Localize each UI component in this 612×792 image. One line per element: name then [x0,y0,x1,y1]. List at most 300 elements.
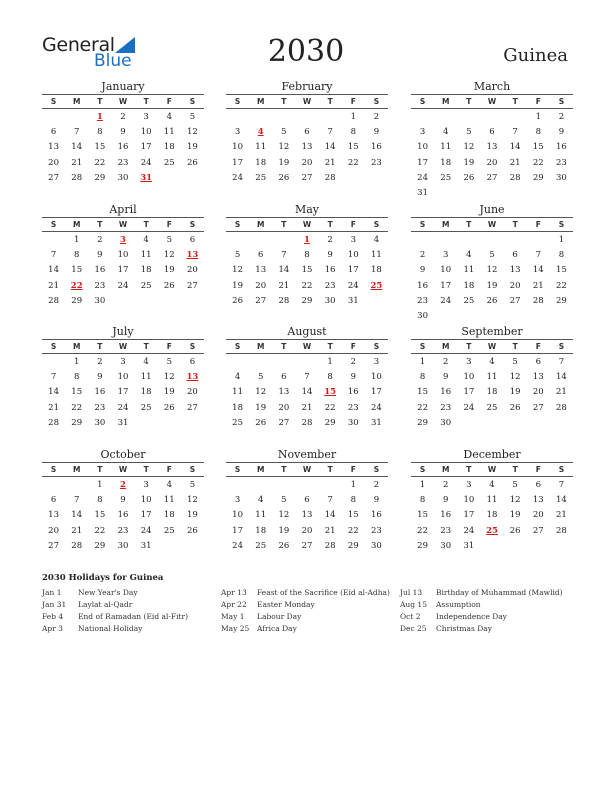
day-cell: 24 [371,402,382,413]
empty-cell [295,355,318,370]
day-cell: 4 [258,495,264,506]
weekday-header: F [535,465,541,474]
day-cell: 11 [140,250,152,261]
day-cell: 12 [255,387,267,398]
weekday-header: T [327,97,333,106]
day-cell: 24 [232,172,243,183]
day-cell: 1 [327,357,333,367]
day-cell: 26 [278,172,290,183]
weekday-header: T [97,465,103,474]
day-cell: 20 [509,280,521,291]
empty-cell [42,110,65,125]
day-cell: 28 [324,540,336,551]
day-cell: 2 [97,235,103,245]
day-cell: 16 [117,510,129,521]
day-cell: 4 [143,357,149,367]
day-cell: 29 [71,417,83,428]
day-cell: 7 [74,127,80,138]
month-name: December [463,448,521,461]
day-cell: 30 [324,295,336,306]
weekday-header: F [535,97,541,106]
day-cell: 28 [532,295,544,306]
empty-cell [65,110,88,125]
day-cell: 24 [347,280,359,291]
day-cell: 21 [509,157,521,168]
day-cell: 10 [232,142,243,153]
day-cell: 24 [140,157,152,168]
weekday-header: S [419,465,426,474]
day-cell: 6 [258,250,264,261]
day-cell: 10 [463,372,475,383]
day-cell: 19 [187,510,198,521]
day-cell: 2 [350,357,356,367]
day-cell: 9 [443,495,449,506]
day-cell: 25 [140,280,152,291]
day-cell: 12 [187,127,198,138]
empty-cell [480,233,503,248]
day-cell: 9 [97,372,103,383]
day-cell: 27 [486,172,498,183]
day-cell: 6 [50,495,57,506]
day-grid [42,233,204,309]
holiday-name: New Year's Day [78,588,138,597]
weekday-header: S [189,465,196,474]
day-cell: 5 [512,480,518,490]
month-name: July [112,325,134,338]
day-cell: 8 [419,495,426,506]
day-cell: 19 [509,510,521,521]
day-cell: 4 [489,357,495,367]
holiday-column [400,587,570,635]
month-name: April [109,203,137,216]
day-cell: 3 [120,357,126,367]
holiday-item [221,599,391,611]
day-cell: 30 [440,417,452,428]
day-cell: 21 [324,525,336,536]
country-name: Guinea [503,45,568,66]
holiday-date: Oct 2 [400,612,421,621]
day-cell: 10 [117,250,129,261]
weekday-header-row [42,217,204,232]
weekday-header: F [350,220,356,229]
day-cell: 28 [301,417,313,428]
holiday-item [400,599,570,611]
day-cell: 22 [532,157,544,168]
month-october [42,447,204,554]
day-cell: 4 [489,480,495,490]
month-name: November [277,448,337,461]
day-cell: 16 [371,142,382,153]
day-cell: 28 [324,172,336,183]
weekday-header: W [118,97,128,106]
weekday-header: M [256,342,265,351]
day-cell: 1 [535,112,541,122]
holiday-column [42,587,212,635]
holiday-date: Dec 25 [400,624,427,633]
holiday-day-cell: 1 [304,235,310,245]
day-cell: 12 [509,495,521,506]
weekday-header: F [166,220,172,229]
empty-cell [249,355,272,370]
empty-cell [42,233,65,248]
weekday-header: T [97,220,103,229]
day-cell: 19 [163,265,175,276]
month-july [42,324,204,431]
weekday-header: S [419,220,426,229]
day-cell: 8 [419,372,426,383]
day-cell: 20 [255,280,267,291]
day-cell: 2 [373,112,380,122]
empty-cell [249,233,272,248]
weekday-header: S [50,220,57,229]
day-cell: 18 [463,280,475,291]
day-cell: 10 [417,142,428,153]
day-cell: 30 [117,540,129,551]
day-cell: 9 [558,127,565,138]
logo-text-general: General [42,34,115,56]
month-name: August [287,325,327,338]
holiday-item [42,587,212,599]
weekday-header: W [302,465,312,474]
day-cell: 11 [371,250,382,261]
day-cell: 25 [232,417,243,428]
day-cell: 16 [94,387,106,398]
day-cell: 12 [486,265,498,276]
empty-cell [457,110,480,125]
holiday-day-cell: 25 [370,280,383,291]
day-cell: 2 [558,112,565,122]
weekday-header: W [118,342,128,351]
month-name: October [100,448,146,461]
day-cell: 27 [509,295,521,306]
day-cell: 20 [301,157,313,168]
month-september [411,324,573,431]
day-cell: 2 [443,480,449,490]
weekday-header: W [118,465,128,474]
day-cell: 9 [120,495,126,506]
day-cell: 7 [512,127,518,138]
day-cell: 18 [486,387,498,398]
day-cell: 29 [94,540,106,551]
weekday-header: W [487,220,497,229]
weekday-header: F [535,220,541,229]
day-cell: 13 [486,142,498,153]
day-cell: 4 [234,372,241,383]
month-april [42,202,204,309]
holiday-item [42,611,212,623]
day-cell: 7 [74,495,80,506]
day-cell: 1 [350,480,356,490]
day-cell: 29 [324,417,336,428]
day-cell: 20 [532,510,544,521]
empty-cell [319,478,342,493]
holiday-day-cell: 13 [186,250,199,261]
day-cell: 7 [558,357,565,367]
day-cell: 20 [48,525,59,536]
day-cell: 25 [163,157,175,168]
day-cell: 18 [163,510,175,521]
holiday-day-cell: 13 [186,372,199,383]
weekday-header: S [419,342,426,351]
empty-cell [272,355,295,370]
weekday-header-row [226,94,388,109]
day-cell: 14 [509,142,521,153]
day-cell: 29 [94,172,106,183]
day-cell: 19 [278,157,290,168]
day-cell: 30 [94,295,106,306]
weekday-header: F [166,465,172,474]
day-cell: 5 [258,372,264,383]
day-cell: 14 [301,387,313,398]
weekday-header-row [42,94,204,109]
day-cell: 23 [94,280,106,291]
weekday-header: T [512,220,518,229]
day-cell: 19 [255,402,267,413]
day-cell: 3 [466,357,472,367]
weekday-header: W [487,342,497,351]
day-cell: 8 [74,372,80,383]
month-may [226,202,388,309]
weekday-header: S [234,97,241,106]
holiday-name: Birthday of Muhammad (Mawlid) [436,588,563,597]
day-cell: 25 [255,540,267,551]
day-cell: 22 [324,402,336,413]
day-cell: 8 [97,127,103,138]
day-grid [411,478,573,554]
day-cell: 18 [163,142,175,153]
day-cell: 17 [140,142,152,153]
day-cell: 20 [278,402,290,413]
weekday-header: T [281,220,287,229]
weekday-header: M [256,97,265,106]
day-cell: 20 [48,157,59,168]
holiday-date: Feb 4 [42,612,64,621]
weekday-header: S [373,97,380,106]
weekday-header: M [441,97,450,106]
weekday-header: S [189,342,196,351]
empty-cell [411,233,434,248]
day-cell: 22 [71,402,83,413]
day-cell: 6 [304,127,310,138]
day-cell: 16 [417,280,428,291]
empty-cell [504,110,527,125]
day-cell: 18 [232,402,243,413]
month-march [411,79,573,201]
day-cell: 4 [166,112,172,122]
day-cell: 23 [117,157,129,168]
day-cell: 23 [556,157,567,168]
holiday-item [221,611,391,623]
day-cell: 8 [535,127,541,138]
day-cell: 19 [509,387,521,398]
day-grid [411,355,573,431]
day-cell: 4 [143,235,149,245]
day-cell: 5 [189,480,196,490]
day-cell: 9 [327,250,333,261]
weekday-header: T [143,465,149,474]
day-cell: 23 [440,525,452,536]
day-cell: 3 [143,480,149,490]
day-cell: 15 [417,510,428,521]
day-cell: 11 [255,510,267,521]
day-cell: 8 [558,250,565,261]
day-cell: 2 [419,250,426,261]
weekday-header: M [72,220,81,229]
day-cell: 28 [556,525,567,536]
day-cell: 13 [255,265,267,276]
day-cell: 16 [94,265,106,276]
day-cell: 12 [163,250,175,261]
weekday-header: T [466,97,472,106]
day-cell: 27 [187,402,198,413]
day-cell: 23 [117,525,129,536]
day-cell: 5 [466,127,472,138]
day-cell: 28 [48,417,59,428]
day-cell: 11 [486,372,498,383]
day-cell: 4 [373,235,380,245]
day-cell: 11 [255,142,267,153]
day-cell: 18 [440,157,452,168]
day-cell: 24 [417,172,428,183]
day-cell: 24 [140,525,152,536]
day-cell: 14 [324,142,336,153]
day-cell: 16 [324,265,336,276]
holiday-day-cell: 22 [70,280,83,291]
day-cell: 13 [301,510,313,521]
month-june [411,202,573,324]
day-cell: 7 [281,250,287,261]
day-cell: 15 [71,265,83,276]
day-cell: 11 [163,495,175,506]
holiday-day-cell: 1 [96,112,103,122]
day-cell: 18 [486,510,498,521]
day-cell: 23 [371,157,382,168]
empty-cell [527,233,550,248]
day-cell: 26 [486,295,498,306]
weekday-header: S [189,97,196,106]
day-cell: 10 [140,127,152,138]
day-cell: 18 [255,525,267,536]
day-cell: 31 [140,540,152,551]
day-cell: 26 [163,280,175,291]
weekday-header-row [411,339,573,354]
day-cell: 14 [71,142,83,153]
day-cell: 1 [74,235,80,245]
day-cell: 27 [278,417,290,428]
day-cell: 20 [187,265,198,276]
day-cell: 5 [489,250,495,261]
day-cell: 15 [94,142,106,153]
day-cell: 26 [187,157,198,168]
day-cell: 3 [373,357,380,367]
empty-cell [434,110,457,125]
day-cell: 15 [556,265,567,276]
weekday-header: T [512,97,518,106]
month-name: June [479,203,505,216]
day-cell: 28 [509,172,521,183]
day-cell: 6 [189,357,196,367]
holiday-day-cell: 25 [486,525,498,536]
day-cell: 6 [189,235,196,245]
weekday-header: F [350,342,356,351]
weekday-header: T [512,342,518,351]
day-cell: 28 [71,172,83,183]
empty-cell [249,110,272,125]
day-cell: 16 [440,387,452,398]
day-cell: 23 [94,402,106,413]
day-cell: 7 [558,480,565,490]
holidays-title: 2030 Holidays for Guinea [42,573,164,583]
day-cell: 17 [371,387,382,398]
day-cell: 16 [117,142,129,153]
day-cell: 7 [327,127,333,138]
empty-cell [226,233,249,248]
holiday-date: Apr 22 [221,600,247,609]
day-cell: 22 [417,402,428,413]
day-cell: 21 [556,510,567,521]
day-cell: 27 [187,280,198,291]
holiday-column [221,587,391,635]
weekday-header: S [558,220,565,229]
day-cell: 27 [532,525,544,536]
day-cell: 6 [535,480,541,490]
empty-cell [272,478,295,493]
day-cell: 21 [48,402,59,413]
day-cell: 19 [278,525,290,536]
day-cell: 1 [350,112,356,122]
month-name: May [294,203,320,216]
holiday-date: Aug 15 [400,600,427,609]
empty-cell [480,110,503,125]
day-cell: 14 [324,510,336,521]
day-cell: 25 [440,172,452,183]
empty-cell [226,110,249,125]
day-cell: 23 [371,525,382,536]
day-cell: 23 [324,280,336,291]
day-cell: 27 [301,172,313,183]
day-cell: 25 [255,172,267,183]
day-cell: 28 [71,540,83,551]
day-cell: 22 [556,280,567,291]
day-cell: 21 [532,280,544,291]
day-cell: 1 [419,480,426,490]
holiday-name: End of Ramadan (Eid al-Fitr) [78,612,189,621]
day-cell: 15 [532,142,544,153]
day-cell: 16 [371,510,382,521]
weekday-header-row [226,217,388,232]
day-cell: 31 [417,187,428,198]
day-cell: 8 [327,372,333,383]
holiday-name: Independence Day [436,612,507,621]
holiday-item [400,587,570,599]
day-cell: 3 [234,495,241,506]
holiday-name: National Holiday [78,624,143,633]
holiday-date: Jul 13 [400,588,423,597]
day-cell: 1 [558,235,565,245]
day-cell: 26 [463,172,475,183]
day-cell: 3 [443,250,449,261]
empty-cell [295,478,318,493]
holiday-item [221,623,391,635]
day-cell: 13 [509,265,521,276]
day-cell: 26 [163,402,175,413]
day-cell: 7 [50,250,57,261]
empty-cell [319,110,342,125]
month-february [226,79,388,186]
day-cell: 20 [301,525,313,536]
day-cell: 12 [278,510,290,521]
day-cell: 29 [347,540,359,551]
